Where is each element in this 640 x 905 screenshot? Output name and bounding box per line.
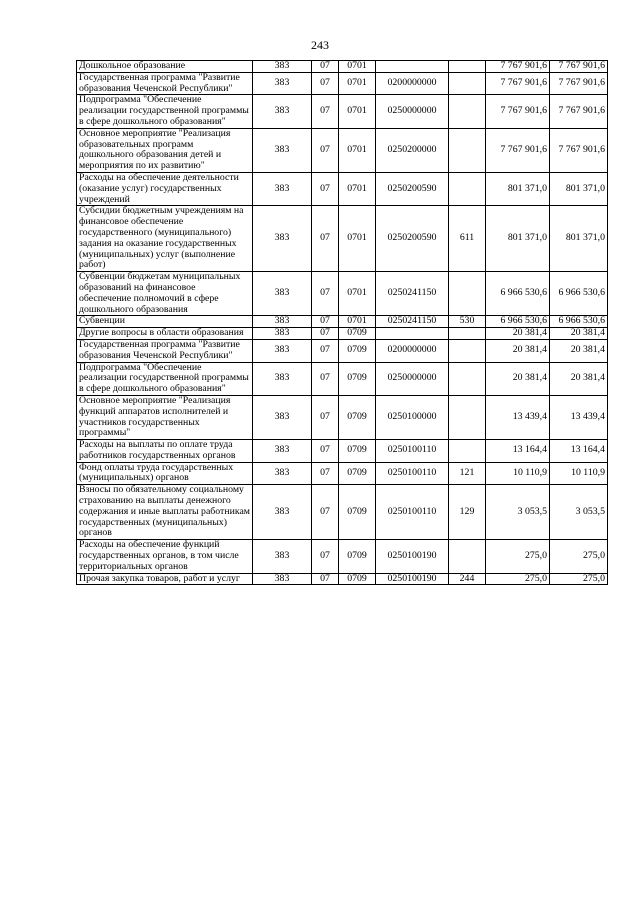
cell-grbs: 383	[253, 172, 312, 205]
cell-grbs: 383	[253, 95, 312, 128]
cell-target-article	[376, 328, 449, 340]
cell-grbs: 383	[253, 272, 312, 316]
table-row	[77, 540, 608, 573]
cell-grbs: 383	[253, 395, 312, 439]
cell-subsection: 0709	[339, 362, 376, 395]
cell-name: Фонд оплаты труда государственных (муниципальных) органов	[77, 462, 253, 485]
cell-section: 07	[312, 573, 339, 585]
cell-amount-1: 20 381,4	[486, 362, 550, 395]
cell-section: 07	[312, 328, 339, 340]
table-row	[77, 272, 608, 316]
cell-subsection: 0709	[339, 328, 376, 340]
cell-subsection: 0709	[339, 573, 376, 585]
cell-section: 07	[312, 272, 339, 316]
cell-name: Субвенции	[77, 316, 253, 328]
table-row	[77, 440, 608, 463]
cell-section: 07	[312, 206, 339, 272]
cell-amount-1: 801 371,0	[486, 206, 550, 272]
cell-target-article: 0250200000	[376, 128, 449, 172]
table-row	[77, 485, 608, 540]
cell-subsection: 0709	[339, 339, 376, 362]
cell-grbs: 383	[253, 328, 312, 340]
cell-target-article: 0250200590	[376, 172, 449, 205]
table-row	[77, 72, 608, 95]
cell-grbs: 383	[253, 440, 312, 463]
table-row	[77, 573, 608, 585]
table-row	[77, 395, 608, 439]
cell-expense-type	[449, 172, 486, 205]
cell-amount-2: 7 767 901,6	[550, 72, 608, 95]
cell-grbs: 383	[253, 485, 312, 540]
cell-subsection: 0701	[339, 206, 376, 272]
cell-target-article: 0200000000	[376, 339, 449, 362]
table-row	[77, 95, 608, 128]
table-row	[77, 61, 608, 73]
cell-name: Расходы на обеспечение деятельности (оказание услуг) государственных учреждений	[77, 172, 253, 205]
cell-amount-2: 13 164,4	[550, 440, 608, 463]
cell-subsection: 0709	[339, 440, 376, 463]
cell-grbs: 383	[253, 61, 312, 73]
cell-subsection: 0701	[339, 61, 376, 73]
cell-expense-type	[449, 328, 486, 340]
cell-amount-2: 3 053,5	[550, 485, 608, 540]
cell-target-article: 0250100110	[376, 485, 449, 540]
cell-amount-1: 13 439,4	[486, 395, 550, 439]
cell-amount-2: 801 371,0	[550, 172, 608, 205]
table-row	[77, 362, 608, 395]
cell-target-article: 0250100110	[376, 440, 449, 463]
cell-expense-type	[449, 272, 486, 316]
cell-expense-type	[449, 395, 486, 439]
cell-expense-type	[449, 61, 486, 73]
budget-table	[76, 60, 608, 585]
cell-amount-2: 20 381,4	[550, 362, 608, 395]
cell-section: 07	[312, 95, 339, 128]
cell-name: Дошкольное образование	[77, 61, 253, 73]
cell-expense-type: 121	[449, 462, 486, 485]
cell-amount-1: 20 381,4	[486, 339, 550, 362]
cell-section: 07	[312, 395, 339, 439]
cell-subsection: 0701	[339, 316, 376, 328]
cell-expense-type: 244	[449, 573, 486, 585]
cell-subsection: 0701	[339, 72, 376, 95]
cell-name: Подпрограмма "Обеспечение реализации государственной программы в сфере дошкольного образования"	[77, 95, 253, 128]
table-row	[77, 316, 608, 328]
cell-amount-2: 801 371,0	[550, 206, 608, 272]
cell-name: Подпрограмма "Обеспечение реализации государственной программы в сфере дошкольного образования"	[77, 362, 253, 395]
cell-name: Субсидии бюджетным учреждениям на финансовое обеспечение государственного (муниципального) задания на оказание государственных (муниципальных) услуг (выполнение работ)	[77, 206, 253, 272]
cell-name: Взносы по обязательному социальному страхованию на выплаты денежного содержания и иные выплаты работникам государственных (муниципальных) органов	[77, 485, 253, 540]
cell-amount-1: 6 966 530,6	[486, 272, 550, 316]
cell-amount-2: 275,0	[550, 573, 608, 585]
cell-amount-1: 7 767 901,6	[486, 72, 550, 95]
cell-section: 07	[312, 339, 339, 362]
cell-expense-type: 530	[449, 316, 486, 328]
cell-amount-2: 6 966 530,6	[550, 316, 608, 328]
cell-subsection: 0701	[339, 128, 376, 172]
cell-subsection: 0709	[339, 462, 376, 485]
cell-name: Государственная программа "Развитие образования Чеченской Республики"	[77, 72, 253, 95]
cell-section: 07	[312, 128, 339, 172]
cell-section: 07	[312, 172, 339, 205]
cell-name: Прочая закупка товаров, работ и услуг	[77, 573, 253, 585]
cell-section: 07	[312, 440, 339, 463]
cell-amount-1: 20 381,4	[486, 328, 550, 340]
cell-section: 07	[312, 540, 339, 573]
cell-amount-1: 6 966 530,6	[486, 316, 550, 328]
cell-section: 07	[312, 72, 339, 95]
cell-amount-2: 13 439,4	[550, 395, 608, 439]
cell-expense-type	[449, 339, 486, 362]
cell-subsection: 0709	[339, 485, 376, 540]
cell-expense-type	[449, 72, 486, 95]
cell-target-article: 0250241150	[376, 272, 449, 316]
cell-name: Основное мероприятие "Реализация образовательных программ дошкольного образования детей и мероприятия по их развитию"	[77, 128, 253, 172]
table-row	[77, 128, 608, 172]
cell-amount-1: 10 110,9	[486, 462, 550, 485]
cell-expense-type	[449, 95, 486, 128]
cell-expense-type	[449, 440, 486, 463]
cell-amount-2: 7 767 901,6	[550, 61, 608, 73]
cell-section: 07	[312, 61, 339, 73]
table-body	[77, 61, 608, 585]
cell-section: 07	[312, 485, 339, 540]
cell-subsection: 0701	[339, 172, 376, 205]
cell-amount-2: 275,0	[550, 540, 608, 573]
cell-subsection: 0709	[339, 395, 376, 439]
cell-target-article: 0250241150	[376, 316, 449, 328]
cell-section: 07	[312, 316, 339, 328]
cell-name: Основное мероприятие "Реализация функций аппаратов исполнителей и участников государственных программы"	[77, 395, 253, 439]
cell-name: Другие вопросы в области образования	[77, 328, 253, 340]
cell-amount-2: 7 767 901,6	[550, 128, 608, 172]
cell-expense-type: 129	[449, 485, 486, 540]
cell-target-article: 0250000000	[376, 362, 449, 395]
page-number: 243	[311, 38, 329, 52]
cell-target-article: 0250100110	[376, 462, 449, 485]
cell-amount-1: 7 767 901,6	[486, 128, 550, 172]
cell-amount-1: 7 767 901,6	[486, 95, 550, 128]
cell-amount-2: 10 110,9	[550, 462, 608, 485]
cell-amount-2: 6 966 530,6	[550, 272, 608, 316]
cell-target-article: 0250000000	[376, 95, 449, 128]
cell-amount-2: 20 381,4	[550, 339, 608, 362]
table-row	[77, 339, 608, 362]
cell-grbs: 383	[253, 362, 312, 395]
cell-grbs: 383	[253, 462, 312, 485]
cell-target-article: 0200000000	[376, 72, 449, 95]
cell-subsection: 0709	[339, 540, 376, 573]
cell-target-article: 0250100190	[376, 573, 449, 585]
cell-grbs: 383	[253, 316, 312, 328]
cell-expense-type	[449, 540, 486, 573]
cell-amount-1: 3 053,5	[486, 485, 550, 540]
cell-grbs: 383	[253, 339, 312, 362]
cell-amount-2: 20 381,4	[550, 328, 608, 340]
cell-grbs: 383	[253, 72, 312, 95]
cell-name: Расходы на выплаты по оплате труда работников государственных органов	[77, 440, 253, 463]
table-row	[77, 172, 608, 205]
cell-target-article: 0250100190	[376, 540, 449, 573]
cell-expense-type	[449, 128, 486, 172]
table-row	[77, 206, 608, 272]
cell-amount-1: 275,0	[486, 540, 550, 573]
cell-target-article: 0250200590	[376, 206, 449, 272]
cell-amount-1: 13 164,4	[486, 440, 550, 463]
cell-section: 07	[312, 462, 339, 485]
cell-target-article: 0250100000	[376, 395, 449, 439]
cell-target-article	[376, 61, 449, 73]
cell-expense-type: 611	[449, 206, 486, 272]
cell-subsection: 0701	[339, 95, 376, 128]
cell-section: 07	[312, 362, 339, 395]
cell-name: Расходы на обеспечение функций государственных органов, в том числе территориальных органов	[77, 540, 253, 573]
cell-amount-1: 7 767 901,6	[486, 61, 550, 73]
cell-name: Государственная программа "Развитие образования Чеченской Республики"	[77, 339, 253, 362]
cell-amount-1: 275,0	[486, 573, 550, 585]
cell-subsection: 0701	[339, 272, 376, 316]
table-row	[77, 462, 608, 485]
cell-grbs: 383	[253, 206, 312, 272]
cell-expense-type	[449, 362, 486, 395]
cell-amount-1: 801 371,0	[486, 172, 550, 205]
cell-name: Субвенции бюджетам муниципальных образований на финансовое обеспечение полномочий в сфере дошкольного образования	[77, 272, 253, 316]
cell-grbs: 383	[253, 128, 312, 172]
table-row	[77, 328, 608, 340]
cell-grbs: 383	[253, 573, 312, 585]
cell-grbs: 383	[253, 540, 312, 573]
cell-amount-2: 7 767 901,6	[550, 95, 608, 128]
